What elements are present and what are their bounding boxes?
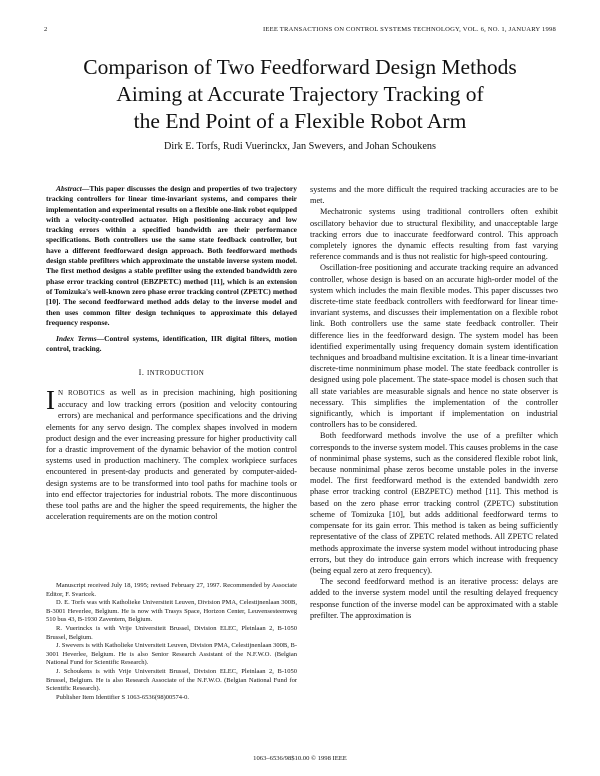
intro-paragraph xyxy=(46,384,297,522)
footnote-torfs: D. E. Torfs was with Katholieke Universiteit Leuven, Division PMA, Celestijnenlaan 300B, B-3001 Heverlee, Belgium. He is now with Trasys Space, Horizon Center, Leuvensesteenweg 510 bus 43, B-1930 Zaventem, Belgium. xyxy=(46,599,297,624)
title-line-1: Comparison of Two Feedforward Design Methods xyxy=(83,55,517,79)
authors: Dirk E. Torfs, Rudi Vuerinckx, Jan Swevers, and Johan Schoukens xyxy=(164,141,436,152)
paper-title xyxy=(20,54,580,135)
abstract xyxy=(46,184,297,328)
intro-text: as well as in precision machining, high positioning accuracy and low tracking errors (position and velocity contouring errors) are mechanical and performance specifications and the driving elements for any servo design. The complex shapes involved in modern product design and the ever increasing pressure for higher productivity call for a drastic improvement of the dynamic behavior of the motion control systems used in production machinery. The complex workpiece surfaces encountered in present-day products and generated by computer-aided-design systems are to be transformed into tool paths for machine tools or into end effector trajectories for industrial robots. The more discontinuous these tool paths are and the higher the speed requirements, the higher the acceleration requirements are on the motion control xyxy=(46,387,297,522)
body-paragraph-4: The second feedforward method is an iterative process: delays are added to the inverse system model until the resulting delayed frequency response function of the inverse model can be approximated with a stable prefilter. The approximation is xyxy=(310,577,558,620)
journal-name: IEEE TRANSACTIONS ON CONTROL SYSTEMS TECHNOLOGY, VOL. 6, NO. 1, JANUARY 1998 xyxy=(262,26,556,33)
footnote-publisher-id: Publisher Item Identifier S 1063-6536(98)00574-0. xyxy=(56,693,190,701)
body-paragraph-3: Both feedforward methods involve the use of a prefilter which corresponds to the inverse system model. This causes problems in the case of nonminimal phase systems, such as the considered flexible robot link, because nonminimal phase zeros become unstable poles in the inverse model. The first feedforward method is the extended bandwidth zero phase error tracking control (EBZPETC) method [11]. This method is based on the zero phase error tracking control (ZPETC) substitution scheme of Tomizuka [10], but adds additional feedforward terms to compensate for its gain error. This method is taken as being sufficiently representative of the class of ZPETC related methods. All ZPETC related methods approximate the inverse system model without introducing phase errors, but they do introduce gain errors which increase with frequency (being equal zero at zero frequency). xyxy=(310,431,558,575)
abstract-text: This paper discusses the design and properties of two trajectory tracking controllers for linear time-invariant systems, and compares their implementation and experimental results on a flexible one-link robot equipped with a velocity-controlled actuator. High positioning accuracy and low tracking errors within a specified bandwidth are their performance specifications. Both controllers use the same state feedback controller, but have a different feedforward design approach. Both feedforward methods design stable prefilters which approximate the unstable inverse system model. The first method designs a stable prefilter using the extended bandwidth zero phase error tracking control (EBZPETC) method [11], which is an extension of Tomizuka's well-known zero phase error tracking control (ZPETC) method [10]. The second feedforward method adds delay to the inverse model and then uses common filter design techniques to approximate this delayed frequency response. xyxy=(46,184,297,327)
section-number: I. xyxy=(138,367,145,377)
index-terms xyxy=(46,334,297,355)
footnotes xyxy=(46,582,297,702)
title-line-2: Aiming at Accurate Trajectory Tracking of xyxy=(116,82,484,106)
page-number: 2 xyxy=(44,26,48,33)
footnote-vuerinckx: R. Vuerinckx is with Vrije Universiteit Brussel, Division ELEC, Pleinlaan 2, B-1050 Brussel, Belgium. xyxy=(46,624,297,641)
footnote-swevers: J. Swevers is with Katholieke Universiteit Leuven, Division PMA, Celestijnenlaan 300B, B-3001 Heverlee, Belgium. He is also Senior Research Assistant of the N.F.W.O. (Belgian National Fund for Scientific Research). xyxy=(46,642,297,667)
index-terms-text: Control systems, identification, IIR digital filters, motion control, tracking. xyxy=(46,334,298,354)
body-paragraph-1: Mechatronic systems using traditional controllers often exhibit oscillatory behavior due to structural flexibility, and unacceptable large tracking errors due to inaccurate feedforward control. This approach completely ignores the dynamic effects resulting from fast varying reference commands and is thus not realistic for high-speed contouring. xyxy=(310,207,558,262)
drop-cap: I xyxy=(46,384,55,415)
footnote-manuscript: Manuscript received July 18, 1995; revised February 27, 1997. Recommended by Associate Editor, F. Svaricek. xyxy=(46,582,297,598)
copyright-footer: 1063–6536/98$10.00 © 1998 IEEE xyxy=(253,755,347,762)
section-title: INTRODUCTION xyxy=(146,369,205,377)
section-heading xyxy=(46,367,297,379)
body-paragraph-0: systems and the more difficult the required tracking accuracies are to be met. xyxy=(310,185,558,206)
running-header xyxy=(44,26,556,38)
index-terms-label: Index Terms— xyxy=(56,334,105,344)
abstract-label: Abstract— xyxy=(56,184,90,193)
title-line-3: the End Point of a Flexible Robot Arm xyxy=(133,109,467,133)
footnote-schoukens: J. Schoukens is with Vrije Universiteit Brussel, Division ELEC, Pleinlaan 2, B-1050 Brussel, Belgium. He is also Research Associate of the N.F.W.O. (Belgian National Fund for Scientific Research). xyxy=(46,667,297,693)
left-column xyxy=(46,184,297,522)
body-paragraph-2: Oscillation-free positioning and accurate tracking require an advanced controller, whose design is based on an accurate high-order model of the system which includes the main flexible modes. This paper discusses two discrete-time state feedback controllers with feedforward for linear time-invariant systems, and discusses their implementation on a flexible robot link. Both controllers use the same state feedback controller. Their difference lies in the feedforward design. The system model has been identified experimentally using frequency domain system identification techniques and broadband multisine excitation. It is a linear time-invariant discrete-time nonminimum phase model. The state feedback controller is designed using pole placement. The state-space model is chosen such that all state variables are measurable signals and hence no state observer is necessary. This simplifies the implementation of the controller significantly, which is important if implementation on industrial controllers has to be considered. xyxy=(310,263,558,430)
intro-lead-caps: N ROBOTICS xyxy=(58,388,106,397)
right-column xyxy=(310,184,558,621)
